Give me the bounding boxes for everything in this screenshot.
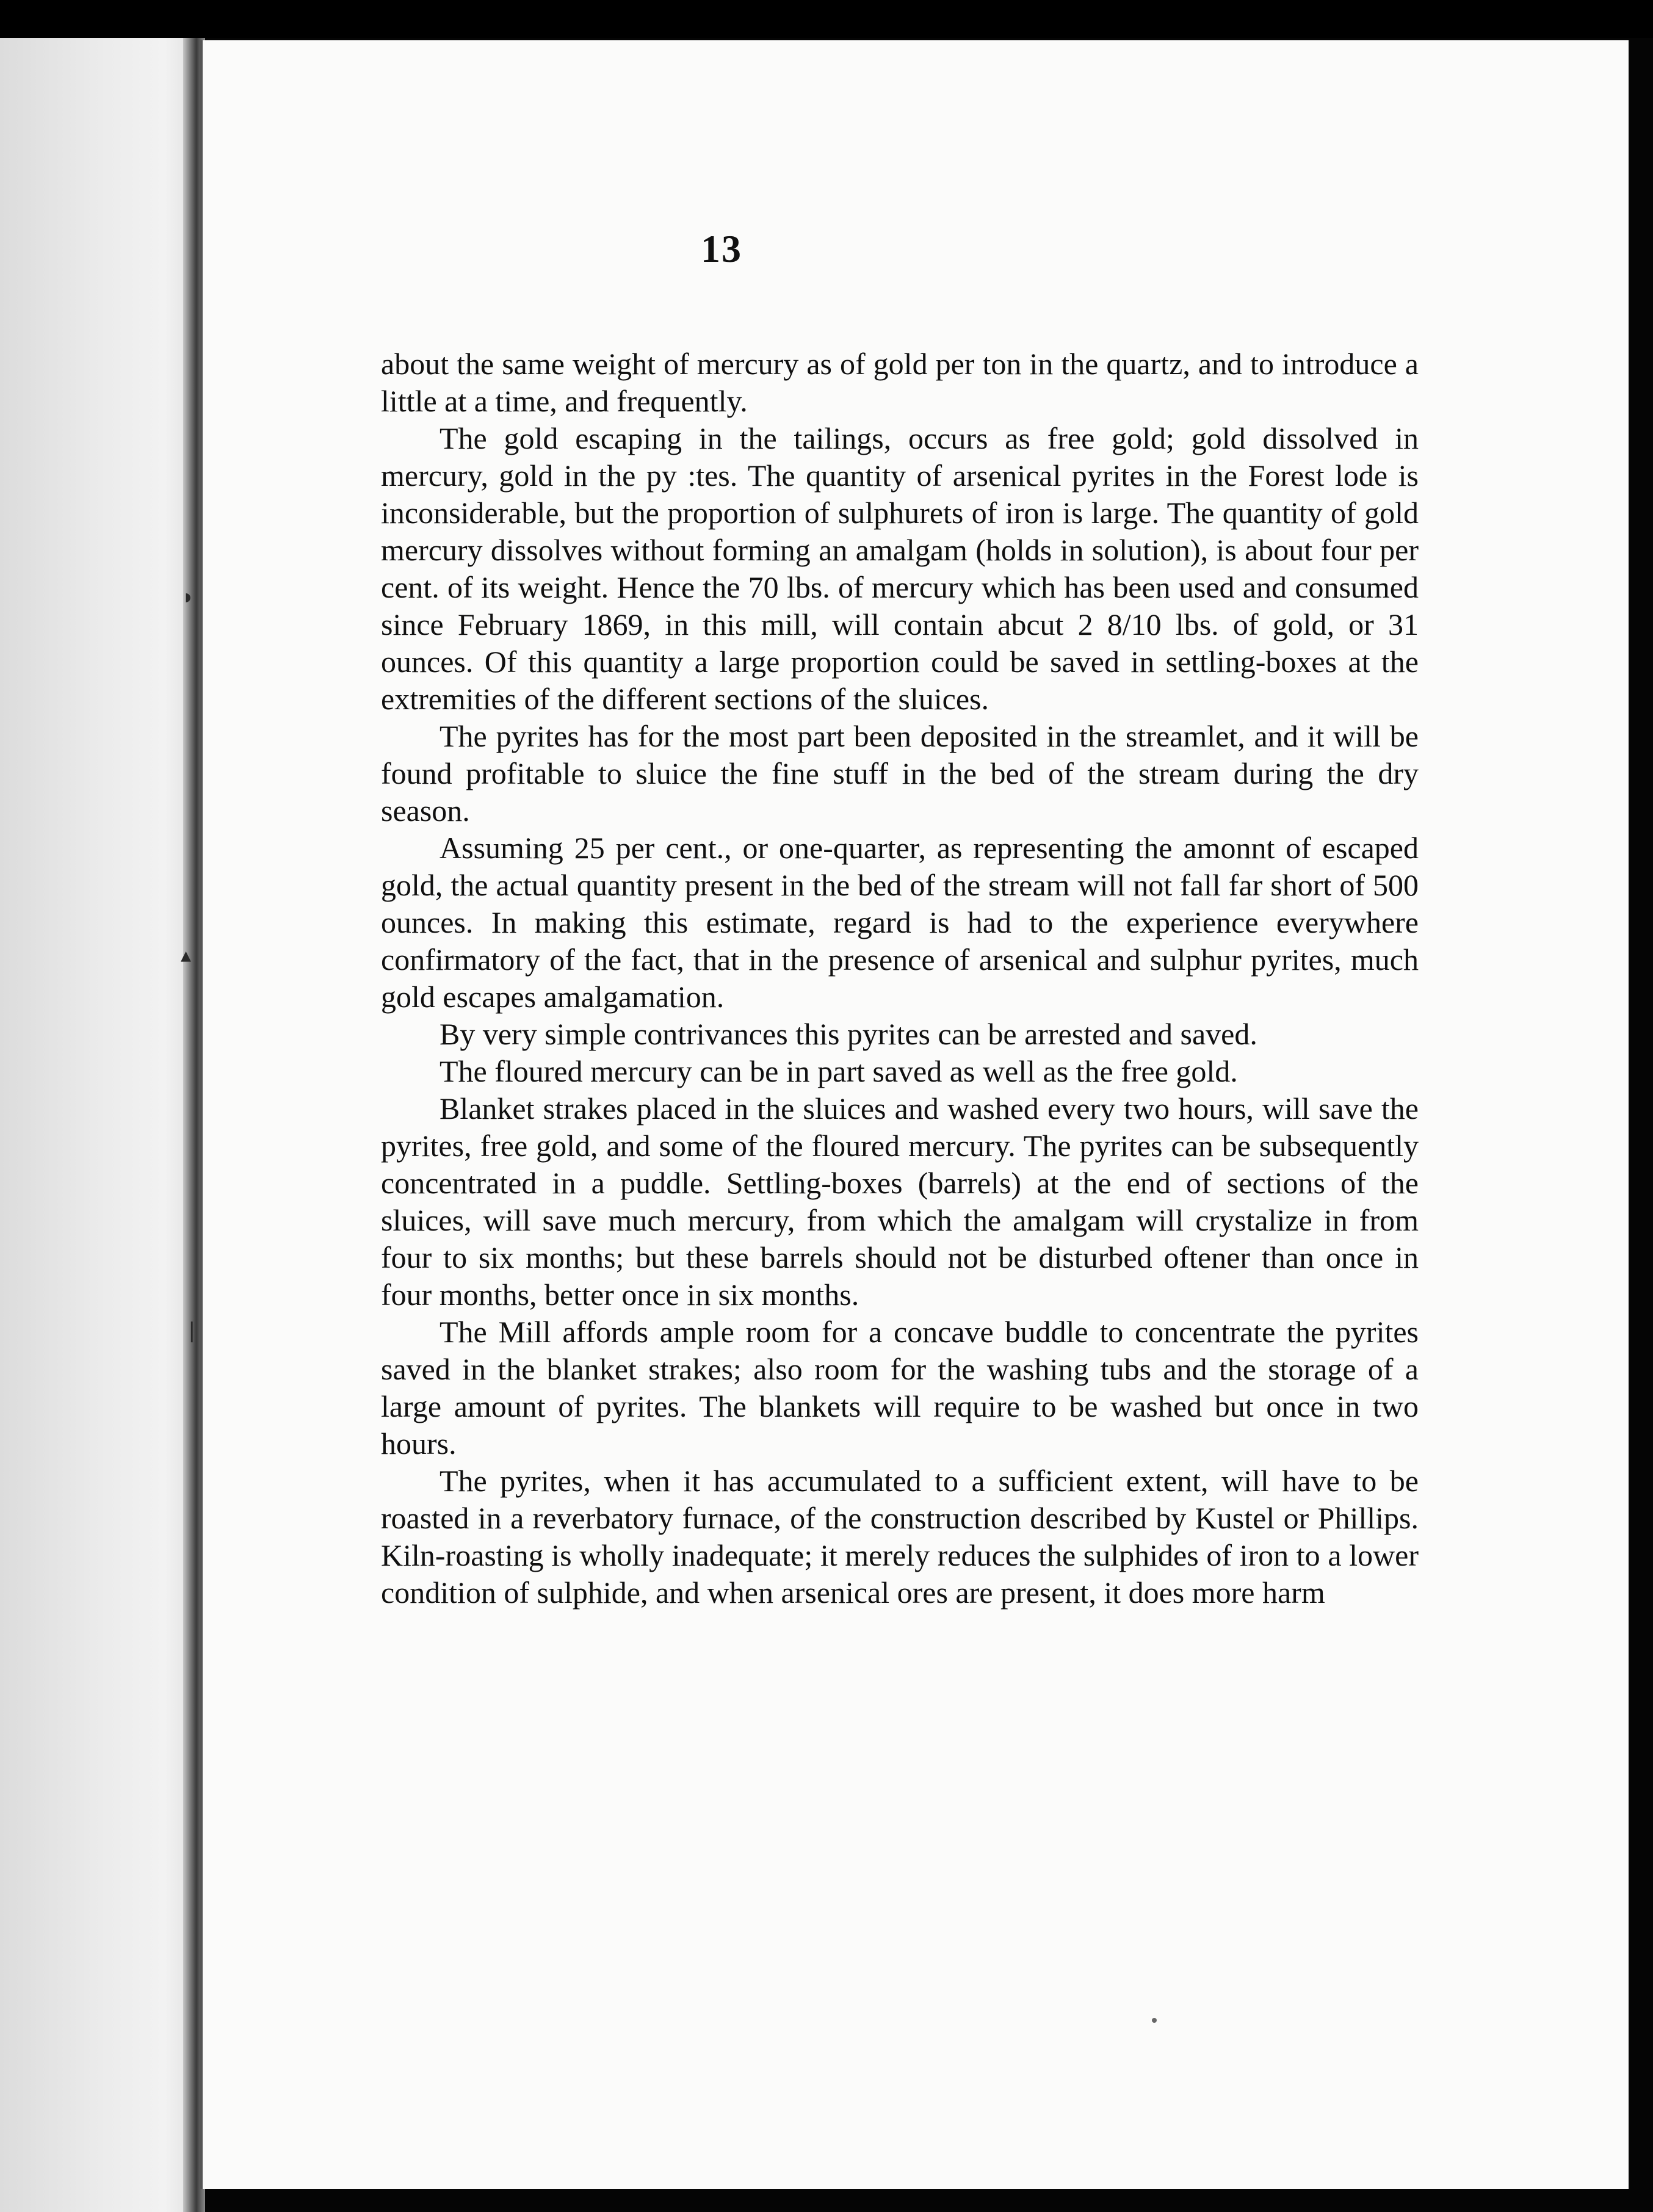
paragraph: The pyrites has for the most part been deposited in the streamlet, and it will be found profitable to sluice the fine stuff in the bed of the stream during the dry season. (381, 719, 1419, 828)
paragraph: By very simple contrivances this pyrites can be arrested and saved. (439, 1017, 1257, 1051)
margin-mark: ❘ (183, 1320, 201, 1342)
book-page (200, 40, 1629, 2189)
paragraph: The gold escaping in the tailings, occurs as free gold; gold dissolved in mercury, gold in the py :tes. The quantity of arsenical pyrites in the Forest lode is inconsiderable, but the proportion of sulphurets of iron is large. The quantity of gold mercury dissolves without forming an amalgam (holds in solution), is about four per cent. of its weight. Hence the 70 lbs. of mercury which has been used and consumed since February 1869, in this mill, will contain abcut 2 8/10 lbs. of gold, or 31 ounces. Of this quantity a large proportion could be saved in settling-boxes at the extremities of the different sections of the sluices. (381, 421, 1419, 716)
paragraph: The floured mercury can be in part saved as well as the free gold. (439, 1054, 1238, 1088)
paragraph: The Mill affords ample room for a concave buddle to concentrate the pyrites saved in the blanket strakes; also room for the washing tubs and the storage of a large amount of pyrites. The blankets will require to be washed but once in two hours. (381, 1315, 1419, 1461)
previous-page-edge (0, 38, 194, 2212)
page-text (381, 345, 1419, 1611)
paragraph: Blanket strakes placed in the sluices and washed every two hours, will save the pyrites, free gold, and some of the floured mercury. The pyrites can be subsequently concentrated in a puddle. Settling-boxes (barrels) at the end of sections of the sluices, will save much mercury, from which the amalgam will crystalize in from four to six months; but these barrels should not be disturbed oftener than once in four months, better once in six months. (381, 1091, 1419, 1312)
paragraph: The pyrites, when it has accumulated to a sufficient extent, will have to be roasted in a reverbatory furnace, of the construction described by Kustel or Phillips. Kiln-roasting is wholly inadequate; it merely reduces the sulphides of iron to a lower condition of sulphide, and when arsenical ores are present, it does more harm (381, 1464, 1419, 1610)
scan-top-border (0, 0, 1653, 38)
margin-mark: ▴ (181, 944, 192, 967)
scan-speck (1152, 2018, 1157, 2023)
paragraph: Assuming 25 per cent., or one-quarter, as representing the amonnt of escaped gold, the actual quantity present in the bed of the stream will not fall far short of 500 ounces. In making this estimate, regard is had to the experience everywhere confirmatory of the fact, that in the presence of arsenical and sulphur pyrites, much gold escapes amalgamation. (381, 831, 1419, 1014)
page-number: 13 (701, 227, 742, 270)
margin-mark: ◗ (182, 586, 195, 609)
paragraph: about the same weight of mercury as of gold per ton in the quartz, and to introduce a little at a time, and frequently. (381, 347, 1419, 418)
